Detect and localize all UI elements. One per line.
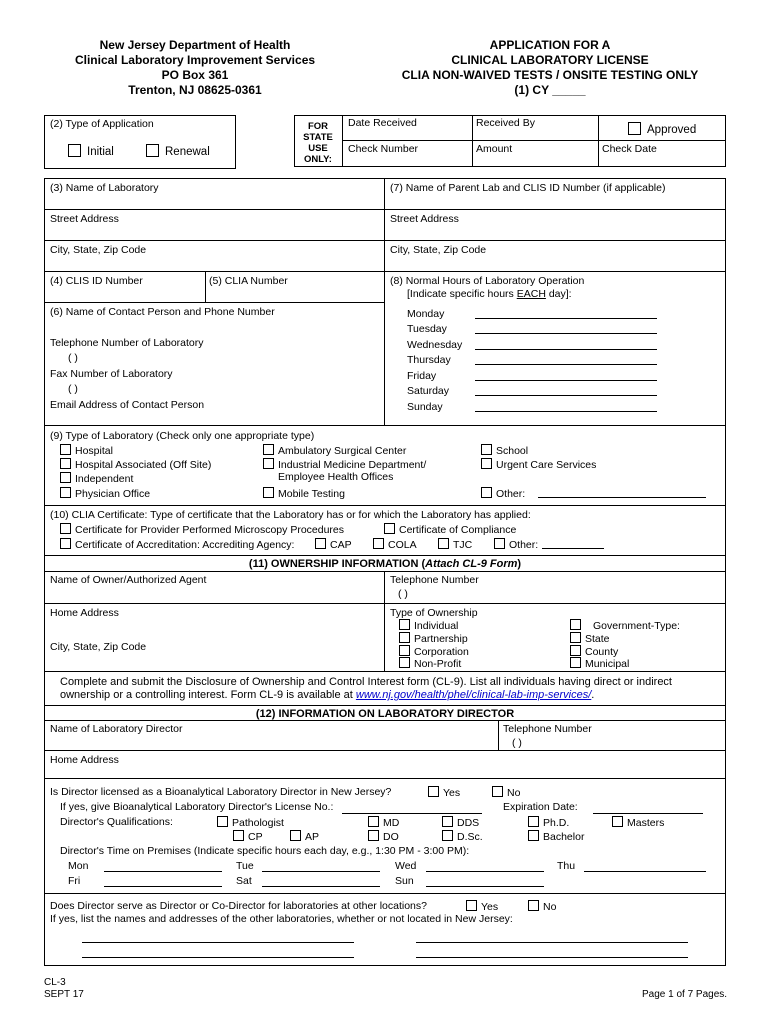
approved-option[interactable]: Approved bbox=[630, 122, 696, 136]
page-number: Page 1 of 7 Pages. bbox=[642, 989, 728, 1000]
qual-ap[interactable]: AP bbox=[290, 830, 319, 843]
agency-division: Clinical Laboratory Improvement Services bbox=[74, 53, 316, 67]
form-title-line3: CLIA NON-WAIVED TESTS / ONSITE TESTING ONLY bbox=[401, 68, 699, 82]
parent-street-field[interactable]: Street Address bbox=[390, 213, 459, 225]
ownership-partnership[interactable]: Partnership bbox=[399, 632, 468, 645]
time-mon-label: Mon bbox=[68, 860, 89, 872]
codirector-no[interactable]: No bbox=[528, 900, 556, 913]
form-title-cy: (1) CY _____ bbox=[514, 83, 586, 97]
lab-name-field[interactable]: (3) Name of Laboratory bbox=[50, 182, 159, 194]
expiration-date-label: Expiration Date: bbox=[503, 801, 578, 813]
time-fri-label: Fri bbox=[68, 875, 81, 887]
lab-type-other[interactable]: Other: bbox=[481, 487, 525, 500]
owner-telephone-field[interactable]: Telephone Number bbox=[390, 574, 479, 586]
hours-saturday-input[interactable] bbox=[475, 395, 657, 396]
hours-thursday-label: Thursday bbox=[407, 354, 451, 366]
ownership-individual[interactable]: Individual bbox=[399, 619, 458, 632]
lab-type-urgent-care[interactable]: Urgent Care Services bbox=[481, 458, 596, 471]
hours-title: (8) Normal Hours of Laboratory Operation bbox=[390, 275, 585, 287]
hours-wednesday-input[interactable] bbox=[475, 349, 657, 350]
lab-type-school[interactable]: School bbox=[481, 444, 528, 457]
licensed-no[interactable]: No bbox=[492, 786, 520, 799]
lab-type-hospital-associated[interactable]: Hospital Associated (Off Site) bbox=[60, 458, 211, 471]
qual-dds[interactable]: DDS bbox=[442, 816, 479, 829]
qual-do[interactable]: DO bbox=[368, 830, 399, 843]
expiration-date-input[interactable] bbox=[593, 813, 703, 814]
agency-other[interactable]: Other: bbox=[494, 538, 538, 551]
agency-po-box: PO Box 361 bbox=[161, 68, 229, 82]
owner-name-field[interactable]: Name of Owner/Authorized Agent bbox=[50, 574, 207, 586]
approved-checkbox[interactable] bbox=[628, 122, 641, 135]
director-licensed-question: Is Director licensed as a Bioanalytical Laboratory Director in New Jersey? bbox=[50, 786, 392, 798]
cert-compliance[interactable]: Certificate of Compliance bbox=[384, 523, 516, 536]
parent-city-field[interactable]: City, State, Zip Code bbox=[390, 244, 487, 256]
lab-type-mobile[interactable]: Mobile Testing bbox=[263, 487, 345, 500]
qual-phd[interactable]: Ph.D. bbox=[528, 816, 569, 829]
qual-bachelor[interactable]: Bachelor bbox=[528, 830, 584, 843]
qualifications-label: Director's Qualifications: bbox=[60, 816, 173, 828]
director-time-label: Director's Time on Premises (Indicate specific hours each day, e.g., 1:30 PM - 3:00 PM): bbox=[60, 845, 470, 857]
cl9-form-link[interactable]: www.nj.gov/health/phel/clinical-lab-imp-services/ bbox=[355, 689, 592, 701]
agency-city: Trenton, NJ 08625-0361 bbox=[128, 83, 262, 97]
qual-masters[interactable]: Masters bbox=[612, 816, 664, 829]
agency-name: New Jersey Department of Health bbox=[99, 38, 291, 52]
form-number: CL-3 bbox=[44, 977, 66, 988]
time-tue-label: Tue bbox=[236, 860, 254, 872]
clia-number-field[interactable]: (5) CLIA Number bbox=[209, 275, 288, 287]
lab-type-ambulatory[interactable]: Ambulatory Surgical Center bbox=[263, 444, 406, 457]
ownership-municipal[interactable]: Municipal bbox=[570, 657, 629, 670]
type-of-application-label: (2) Type of Application bbox=[50, 118, 154, 130]
initial-checkbox[interactable] bbox=[68, 144, 81, 157]
ownership-nonprofit[interactable]: Non-Profit bbox=[399, 657, 461, 670]
cert-accreditation[interactable]: Certificate of Accreditation: Accrediting Agency: bbox=[60, 538, 294, 551]
license-number-label: If yes, give Bioanalytical Laboratory Director's License No.: bbox=[60, 801, 334, 813]
qual-cp[interactable]: CP bbox=[233, 830, 263, 843]
contact-email-field[interactable]: Email Address of Contact Person bbox=[50, 399, 205, 411]
time-tue-input[interactable] bbox=[262, 871, 380, 872]
lab-type-industrial[interactable]: Industrial Medicine Department/ bbox=[263, 458, 426, 471]
ownership-title: (11) OWNERSHIP INFORMATION (Attach CL-9 Form) bbox=[248, 558, 522, 570]
director-name-field[interactable]: Name of Laboratory Director bbox=[50, 723, 183, 735]
date-received-field: Date Received bbox=[348, 117, 417, 129]
ownership-state[interactable]: State bbox=[570, 632, 610, 645]
director-telephone-field[interactable]: Telephone Number bbox=[503, 723, 592, 735]
received-by-field: Received By bbox=[476, 117, 535, 129]
renewal-option[interactable]: Renewal bbox=[146, 144, 210, 158]
owner-city-field[interactable]: City, State, Zip Code bbox=[50, 641, 147, 653]
qual-dsc[interactable]: D.Sc. bbox=[442, 830, 483, 843]
hours-saturday-label: Saturday bbox=[407, 385, 450, 397]
lab-telephone-area: ( ) bbox=[68, 352, 78, 364]
hours-thursday-input[interactable] bbox=[475, 364, 657, 365]
lab-type-physician-office[interactable]: Physician Office bbox=[60, 487, 150, 500]
lab-fax-area: ( ) bbox=[68, 383, 78, 395]
hours-tuesday-input[interactable] bbox=[475, 333, 657, 334]
qual-md[interactable]: MD bbox=[368, 816, 399, 829]
lab-telephone-field[interactable]: Telephone Number of Laboratory bbox=[50, 337, 204, 349]
qual-pathologist[interactable]: Pathologist bbox=[217, 816, 284, 829]
parent-lab-field[interactable]: (7) Name of Parent Lab and CLIS ID Number (if applicable) bbox=[390, 182, 666, 194]
time-sun-label: Sun bbox=[395, 875, 414, 887]
form-revision-date: SEPT 17 bbox=[44, 989, 84, 1000]
lab-type-industrial-line2: Employee Health Offices bbox=[278, 471, 394, 483]
hours-sunday-label: Sunday bbox=[407, 401, 443, 413]
codirector-yes[interactable]: Yes bbox=[466, 900, 498, 913]
time-mon-input[interactable] bbox=[104, 871, 222, 872]
hours-monday-input[interactable] bbox=[475, 318, 657, 319]
check-date-field: Check Date bbox=[602, 143, 657, 155]
clis-id-field[interactable]: (4) CLIS ID Number bbox=[50, 275, 143, 287]
lab-fax-field[interactable]: Fax Number of Laboratory bbox=[50, 368, 173, 380]
hours-tuesday-label: Tuesday bbox=[407, 323, 447, 335]
hours-subtitle: [Indicate specific hours EACH day]: bbox=[407, 288, 572, 300]
disclosure-text-line1: Complete and submit the Disclosure of Ownership and Control Interest form (CL-9). List all individuals having direct or indirect bbox=[60, 676, 672, 688]
initial-option[interactable]: Initial bbox=[68, 144, 114, 158]
other-labs-instruction: If yes, list the names and addresses of the other laboratories, whether or not located in New Jersey: bbox=[50, 913, 513, 925]
check-number-field: Check Number bbox=[348, 143, 419, 155]
time-sat-label: Sat bbox=[236, 875, 252, 887]
hours-wednesday-label: Wednesday bbox=[407, 339, 463, 351]
lab-city-field[interactable]: City, State, Zip Code bbox=[50, 244, 147, 256]
agency-cola[interactable]: COLA bbox=[373, 538, 417, 551]
agency-cap[interactable]: CAP bbox=[315, 538, 352, 551]
contact-person-field[interactable]: (6) Name of Contact Person and Phone Number bbox=[50, 306, 275, 318]
time-wed-input[interactable] bbox=[426, 871, 544, 872]
time-sun-input[interactable] bbox=[426, 886, 544, 887]
hours-monday-label: Monday bbox=[407, 308, 445, 320]
codirector-question: Does Director serve as Director or Co-Director for laboratories at other locations? bbox=[50, 900, 427, 912]
other-labs-input-1a[interactable] bbox=[82, 942, 354, 943]
agency-tjc[interactable]: TJC bbox=[438, 538, 472, 551]
form-title-line1: APPLICATION FOR A bbox=[489, 38, 611, 52]
ownership-government[interactable]: Government-Type: bbox=[570, 619, 680, 632]
ownership-type-label: Type of Ownership bbox=[390, 607, 478, 619]
form-title-line2: CLINICAL LABORATORY LICENSE bbox=[451, 53, 649, 67]
licensed-yes[interactable]: Yes bbox=[428, 786, 460, 799]
agency-header bbox=[50, 38, 340, 98]
lab-type-title: (9) Type of Laboratory (Check only one appropriate type) bbox=[50, 430, 315, 442]
amount-field: Amount bbox=[476, 143, 513, 155]
cert-ppm[interactable]: Certificate for Provider Performed Microscopy Procedures bbox=[60, 523, 344, 536]
time-wed-label: Wed bbox=[395, 860, 417, 872]
director-telephone-area: ( ) bbox=[512, 737, 522, 749]
time-thu-input[interactable] bbox=[584, 871, 706, 872]
lab-type-other-input[interactable] bbox=[538, 497, 706, 498]
lab-type-independent[interactable]: Independent bbox=[60, 472, 133, 485]
lab-type-hospital[interactable]: Hospital bbox=[60, 444, 113, 457]
owner-home-address-field[interactable]: Home Address bbox=[50, 607, 119, 619]
lab-street-field[interactable]: Street Address bbox=[50, 213, 119, 225]
ownership-corporation[interactable]: Corporation bbox=[399, 645, 469, 658]
time-sat-input[interactable] bbox=[262, 886, 380, 887]
time-fri-input[interactable] bbox=[104, 886, 222, 887]
renewal-checkbox[interactable] bbox=[146, 144, 159, 157]
clia-certificate-title: (10) CLIA Certificate: Type of certificate that the Laboratory has or for which the Laboratory has applied: bbox=[50, 509, 531, 521]
time-thu-label: Thu bbox=[557, 860, 576, 872]
other-labs-input-2a[interactable] bbox=[82, 957, 354, 958]
director-home-address-field[interactable]: Home Address bbox=[50, 754, 119, 766]
hours-sunday-input[interactable] bbox=[475, 411, 657, 412]
hours-friday-input[interactable] bbox=[475, 380, 657, 381]
other-labs-input-2b[interactable] bbox=[416, 957, 688, 958]
other-labs-input-1b[interactable] bbox=[416, 942, 688, 943]
agency-other-input[interactable] bbox=[542, 548, 604, 549]
disclosure-text-line2: ownership or a controlling interest. Form CL-9 is available at www.nj.gov/health/phel/clinical-lab-imp-services/. bbox=[60, 689, 595, 701]
state-use-label: FOR STATE USE ONLY: bbox=[303, 121, 333, 165]
director-title: (12) INFORMATION ON LABORATORY DIRECTOR bbox=[255, 708, 515, 720]
owner-telephone-area: ( ) bbox=[398, 588, 408, 600]
hours-friday-label: Friday bbox=[407, 370, 437, 382]
form-title bbox=[385, 38, 715, 98]
license-number-input[interactable] bbox=[342, 813, 482, 814]
ownership-county[interactable]: County bbox=[570, 645, 618, 658]
